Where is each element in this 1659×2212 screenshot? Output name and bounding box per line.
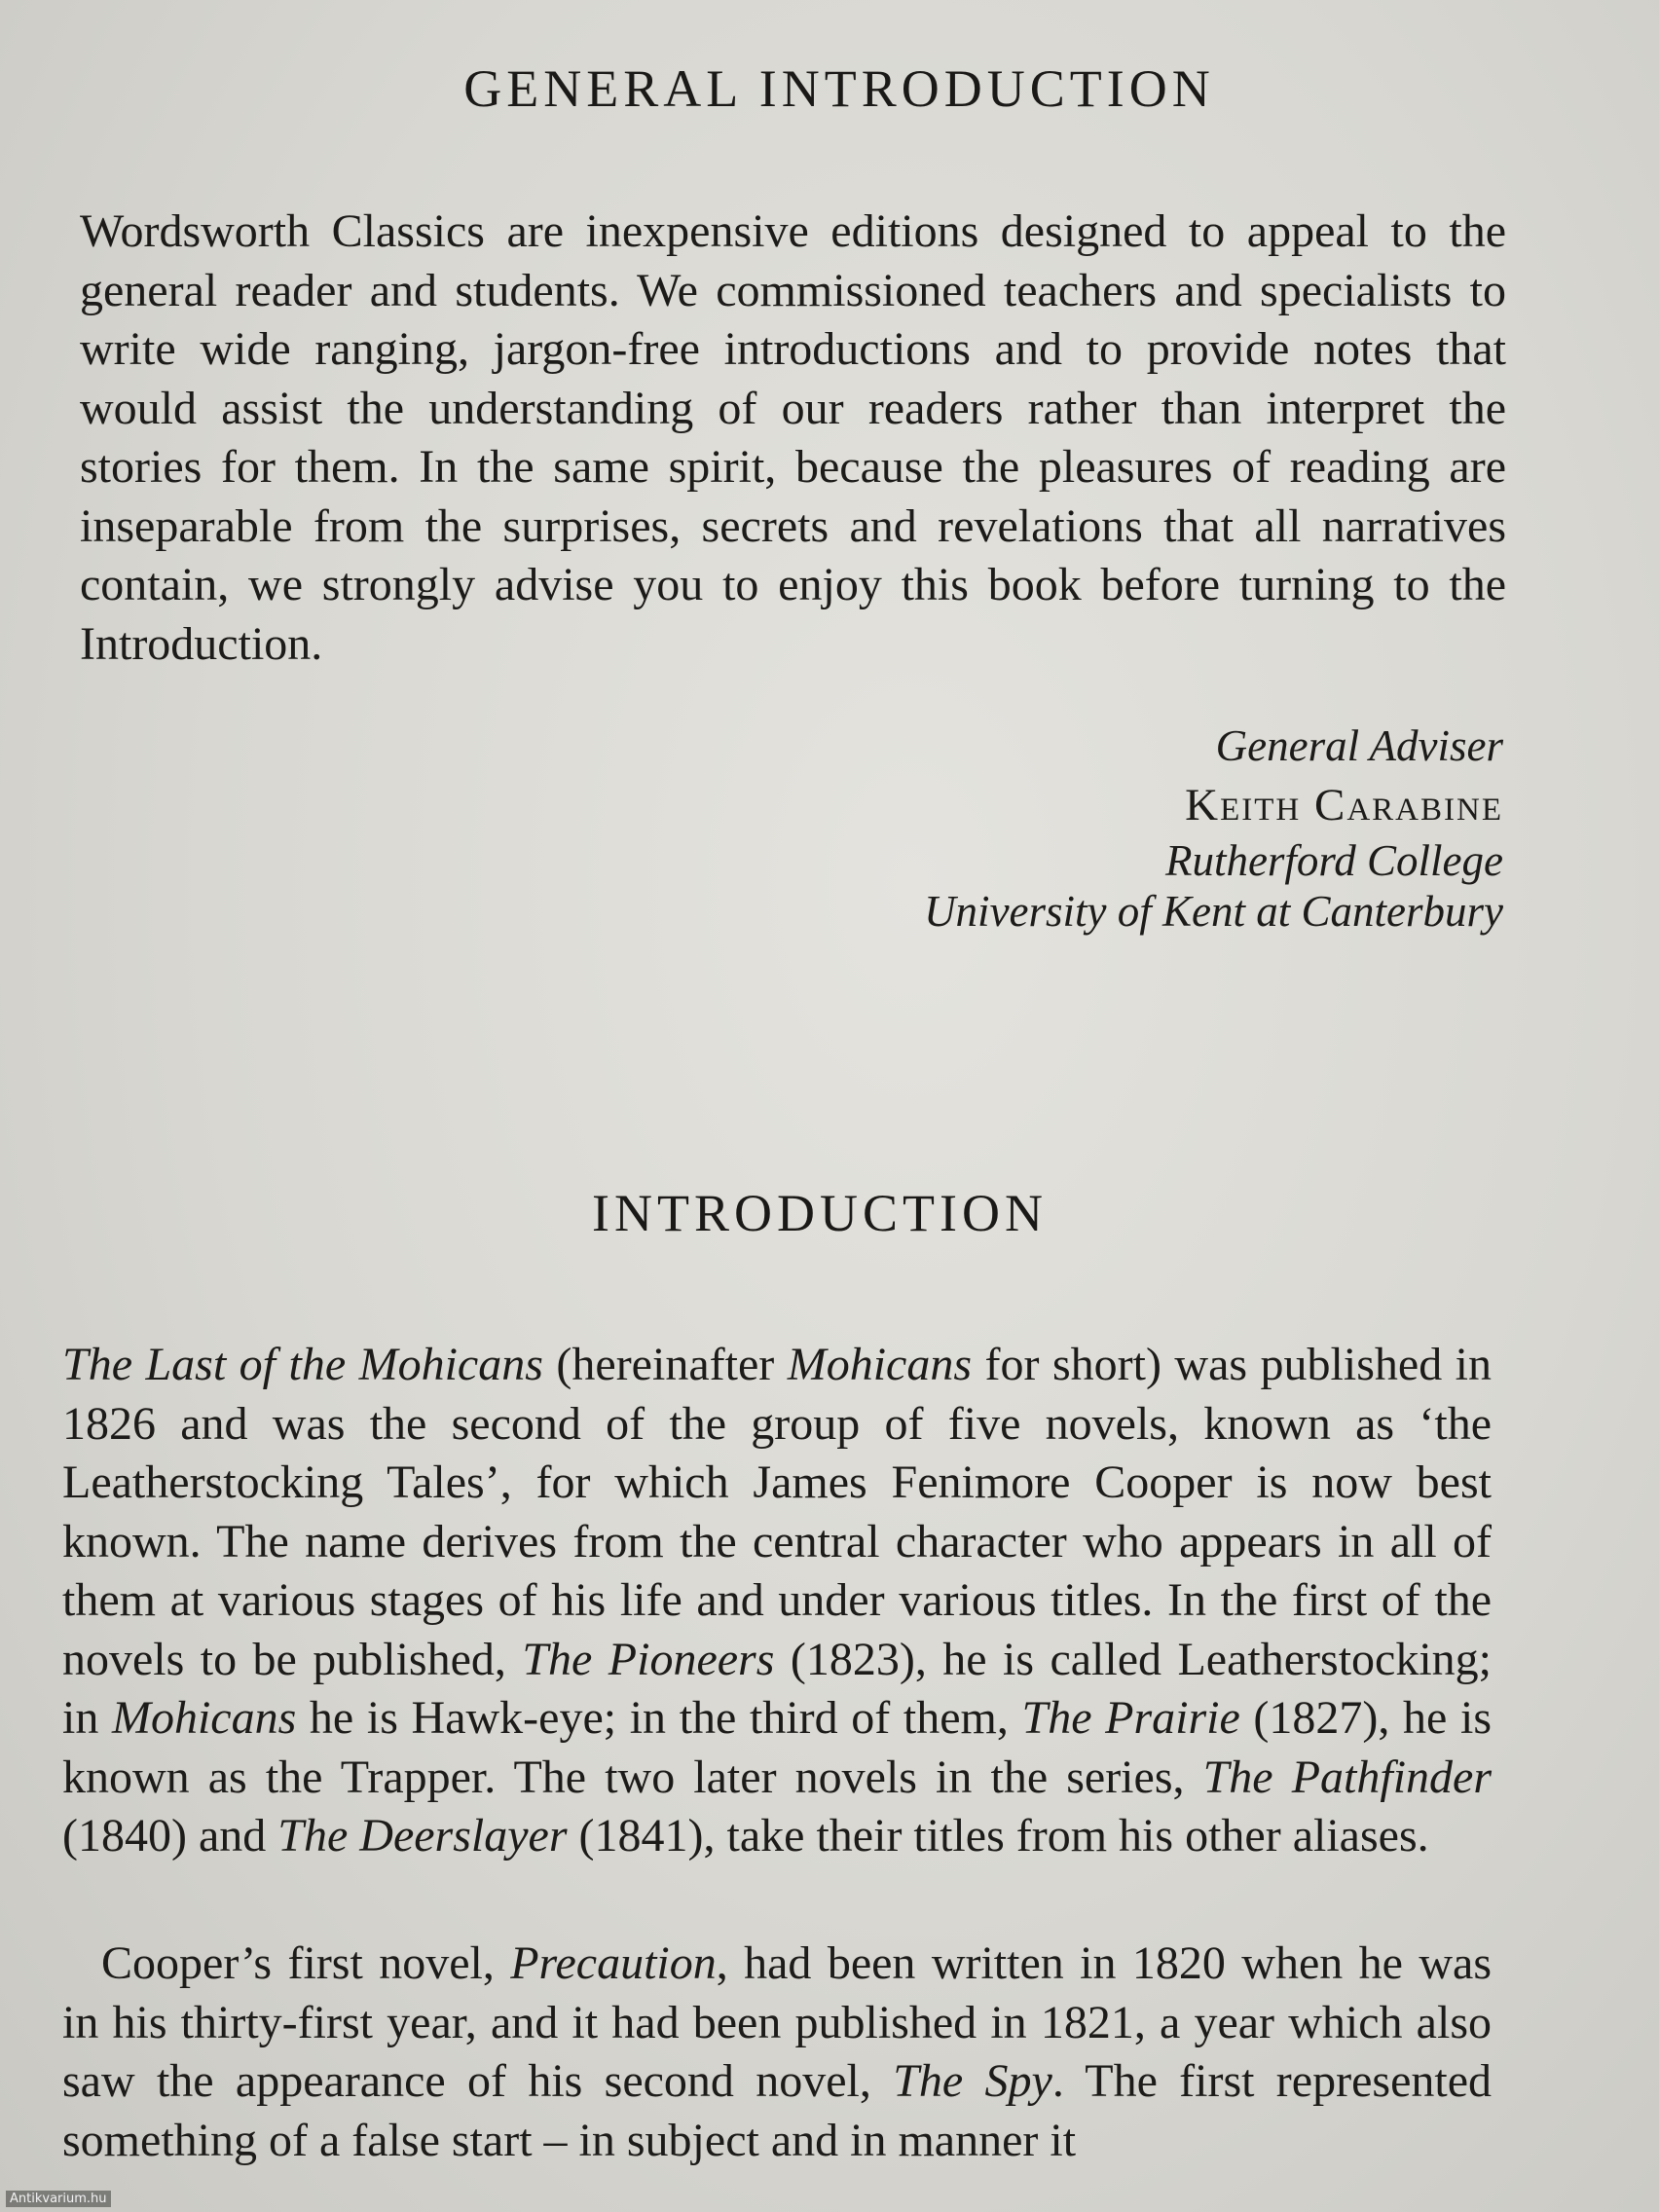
text-run: (1823), he is called Leatherstocking; in	[62, 1633, 1493, 1744]
general-introduction-body: Wordsworth Classics are inexpensive editions designed to appeal to the general reader and students. We commissioned teachers and specialists to write wide ranging, jargon-free introductions and to provide notes that would assist the understanding of our readers rather than interpret the stories for them. In the same spirit, because the pleasures of reading are inseparable from the surprises, secrets and revelations that all narratives contain, we strongly advise you to enjoy this book before turning to the Introduction.	[80, 205, 1506, 670]
italic-title-run: The Pioneers	[522, 1633, 775, 1685]
italic-title-run: The Last of the Mohicans	[62, 1339, 543, 1390]
site-watermark: Antikvarium.hu	[6, 2191, 111, 2207]
text-run: . The first represented something of a false start – in subject and in manner it	[62, 2055, 1493, 2166]
text-run: he is Hawk-eye; in the third of them,	[296, 1692, 1022, 1744]
text-run: , had been written in 1820 when he was in his thirty-first year, and it had been published in 1821, a year which also saw the appearance of his second novel,	[62, 1937, 1492, 2107]
signature-name: Keith Carabine	[1185, 780, 1503, 830]
italic-title-run: The Pathfinder	[1202, 1751, 1493, 1803]
text-run: Cooper’s first novel,	[101, 1937, 511, 1989]
italic-title-run: The Prairie	[1021, 1692, 1240, 1744]
italic-title-run: Mohicans	[111, 1692, 297, 1744]
italic-title-run: Precaution	[510, 1937, 717, 1989]
text-run: for short) was published in 1826 and was the second of the group of five novels, known as ‘the Leatherstocking Tales’, for which James Fenimore Cooper is now best known. The name derives from the central character who appears in all of them at various stages of his life and under various titles. In the first of the novels to be published,	[62, 1339, 1493, 1685]
italic-title-run: The Deerslayer	[277, 1810, 568, 1862]
signature-college: Rutherford College	[1164, 836, 1503, 885]
text-run: (1840) and	[62, 1810, 278, 1862]
general-introduction-heading: GENERAL INTRODUCTION	[463, 59, 1215, 118]
introduction-paragraph-2	[62, 1935, 1492, 2170]
signature-university: University of Kent at Canterbury	[924, 887, 1503, 936]
text-run: (hereinafter	[542, 1339, 788, 1390]
italic-title-run: Mohicans	[787, 1339, 973, 1390]
italic-title-run: The Spy	[893, 2055, 1052, 2107]
introduction-heading: INTRODUCTION	[592, 1184, 1048, 1242]
text-run: (1841), take their titles from his other aliases.	[567, 1810, 1429, 1862]
introduction-paragraph-1	[62, 1336, 1492, 1866]
signature-role: General Adviser	[1215, 721, 1503, 770]
text-run: (1827), he is known as the Trapper. The two later novels in the series,	[62, 1692, 1492, 1803]
